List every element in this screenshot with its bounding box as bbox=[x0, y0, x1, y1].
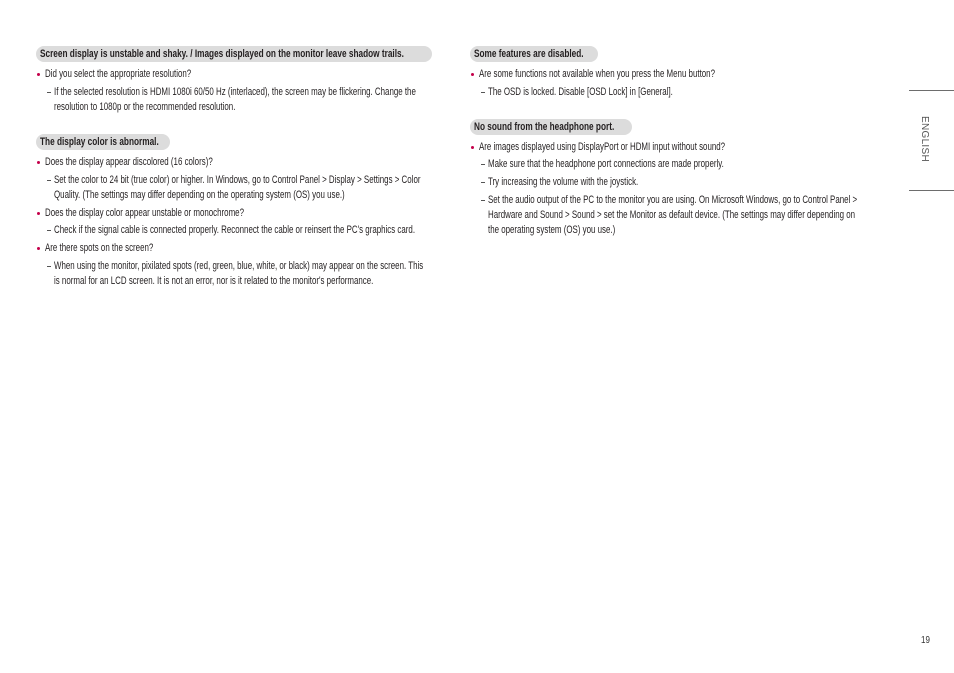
section-header-unstable-display: Screen display is unstable and shaky. / Images displayed on the monitor leave shadow trails. bbox=[36, 46, 432, 62]
page-number: 19 bbox=[921, 635, 930, 646]
question-text: Did you select the appropriate resolution? bbox=[45, 68, 192, 80]
dash-icon bbox=[481, 200, 485, 201]
bullet-icon bbox=[471, 73, 474, 76]
language-label: ENGLISH bbox=[919, 116, 930, 163]
question-text: Are some functions not available when you press the Menu button? bbox=[479, 68, 715, 80]
answer-text: is normal for an LCD screen. It is not an error, nor is it related to the monitor's performance. bbox=[54, 275, 374, 287]
answer-text: The OSD is locked. Disable [OSD Lock] in [General]. bbox=[488, 86, 673, 98]
question-text: Does the display color appear unstable or monochrome? bbox=[45, 207, 245, 219]
section-header-features-disabled: Some features are disabled. bbox=[470, 46, 598, 62]
answer-text: the operating system (OS) you use.) bbox=[488, 224, 616, 236]
dash-icon bbox=[481, 164, 485, 165]
question-text: Are there spots on the screen? bbox=[45, 242, 154, 254]
answer-text: Set the audio output of the PC to the monitor you are using. On Microsoft Windows, go to Control Panel > bbox=[488, 194, 858, 206]
answer-text: When using the monitor, pixilated spots (red, green, blue, white, or black) may appear on the screen. This bbox=[54, 260, 424, 272]
divider bbox=[909, 90, 954, 91]
section-header-display-color: The display color is abnormal. bbox=[36, 134, 170, 150]
bullet-icon bbox=[37, 161, 40, 164]
dash-icon bbox=[47, 230, 51, 231]
dash-icon bbox=[47, 180, 51, 181]
answer-text: Hardware and Sound > Sound > set the Monitor as default device. (The settings may differ depending on bbox=[488, 209, 856, 221]
answer-text: If the selected resolution is HDMI 1080i 60/50 Hz (interlaced), the screen may be flickering. Change the bbox=[54, 86, 416, 98]
answer-text: Check if the signal cable is connected properly. Reconnect the cable or reinsert the PC's graphics card. bbox=[54, 224, 416, 236]
question-text: Does the display appear discolored (16 colors)? bbox=[45, 156, 213, 168]
divider bbox=[909, 190, 954, 191]
question-text: Are images displayed using DisplayPort or HDMI input without sound? bbox=[479, 141, 726, 153]
answer-text: Try increasing the volume with the joystick. bbox=[488, 176, 639, 188]
bullet-icon bbox=[37, 73, 40, 76]
bullet-icon bbox=[37, 247, 40, 250]
bullet-icon bbox=[471, 146, 474, 149]
answer-text: Quality. (The settings may differ depending on the operating system (OS) you use.) bbox=[54, 189, 345, 201]
dash-icon bbox=[47, 266, 51, 267]
answer-text: Make sure that the headphone port connections are made properly. bbox=[488, 158, 724, 170]
answer-text: resolution to 1080p or the recommended resolution. bbox=[54, 101, 236, 113]
section-header-no-sound: No sound from the headphone port. bbox=[470, 119, 632, 135]
bullet-icon bbox=[37, 212, 40, 215]
dash-icon bbox=[481, 92, 485, 93]
answer-text: Set the color to 24 bit (true color) or higher. In Windows, go to Control Panel > Display > Settings > Color bbox=[54, 174, 421, 186]
dash-icon bbox=[481, 182, 485, 183]
dash-icon bbox=[47, 92, 51, 93]
